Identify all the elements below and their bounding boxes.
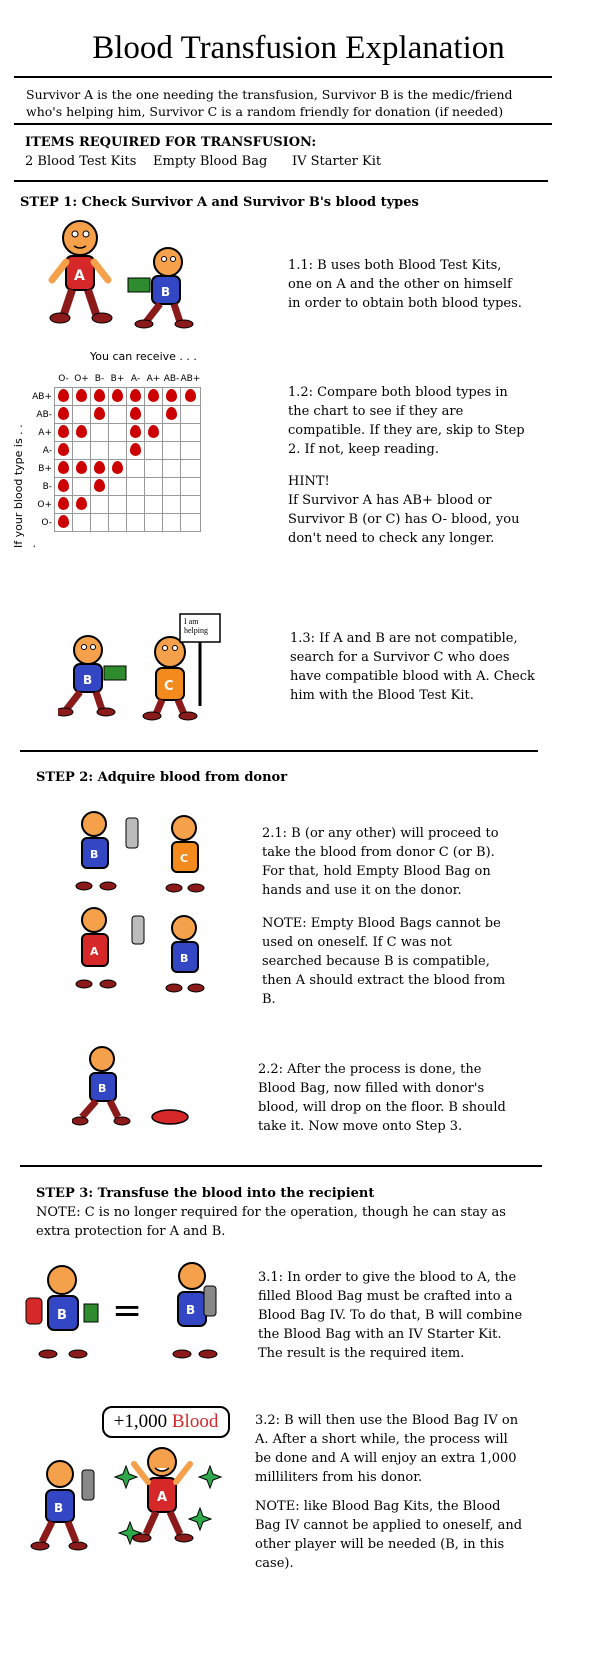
blood-drop-icon (94, 389, 105, 402)
chart-cell (163, 406, 181, 424)
chart-col-header: O- (58, 373, 69, 384)
chart-cell (127, 496, 145, 514)
step3-1-text: 3.1: In order to give the blood to A, the filled Blood Bag must be crafted into a Blood Bag IV. To do that, B will combine the Blood Bag with an IV Starter Kit. The result is the required item. (258, 1270, 523, 1361)
chart-cell (181, 496, 201, 514)
blood-drop-icon (94, 407, 105, 420)
survivor-b-figure (128, 248, 193, 328)
chart-cell (109, 514, 127, 532)
chart-cell (163, 424, 181, 442)
svg-text:A: A (74, 268, 85, 284)
divider (20, 1165, 542, 1167)
chart-cell (127, 424, 145, 442)
item-empty-blood-bag: Empty Blood Bag (153, 154, 268, 169)
step1-3-text: 1.3: If A and B are not compatible, search for a Survivor C who does have compatible blood with A. Check him with the Blood Test Kit. (290, 631, 535, 703)
chart-cell (127, 478, 145, 496)
chart-cell (91, 406, 109, 424)
chart-cell (55, 478, 73, 496)
chart-side-label: If your blood type is . . . (12, 424, 38, 548)
chart-cell (109, 460, 127, 478)
chart-cell (91, 514, 109, 532)
svg-text:C: C (180, 852, 189, 865)
blood-drop-icon (58, 389, 69, 402)
divider (14, 123, 552, 125)
step2-1-text: 2.1: B (or any other) will proceed to take the blood from donor C (or B). For that, hold Empty Blood Bag on hands and use it on the donor. (262, 826, 499, 898)
chart-cell (55, 514, 73, 532)
blood-drop-icon (58, 479, 69, 492)
chart-cell (181, 460, 201, 478)
chart-cell (181, 442, 201, 460)
chart-row-header: AB+ (32, 391, 52, 402)
survivor-b-figure (72, 1047, 130, 1125)
page-title: Blood Transfusion Explanation (92, 30, 505, 66)
chart-cell (181, 388, 201, 406)
blood-drop-icon (148, 389, 159, 402)
chart-cell (127, 514, 145, 532)
blood-drop-icon (148, 425, 159, 438)
step2-note: NOTE: Empty Blood Bags cannot be used on oneself. If C was not searched because B is compatible, then A should extract the blood from B. (262, 916, 506, 1007)
chart-cell (73, 388, 91, 406)
chart-cell (145, 514, 163, 532)
chart-cell (55, 424, 73, 442)
divider (20, 750, 538, 752)
chart-cell (91, 460, 109, 478)
svg-text:B: B (57, 1308, 67, 1323)
step1-2-text: 1.2: Compare both blood types in the chart to see if they are compatible. If they are, skip to Step 2. If not, keep reading. (288, 385, 525, 457)
blood-drop-icon (58, 461, 69, 474)
bubble-word: Blood (171, 1411, 219, 1432)
chart-cell (181, 406, 201, 424)
chart-row-header: A+ (38, 427, 52, 438)
chart-cell (163, 460, 181, 478)
chart-cell (55, 388, 73, 406)
chart-cell (91, 496, 109, 514)
chart-cell (145, 424, 163, 442)
intro-text: Survivor A is the one needing the transfusion, Survivor B is the medic/friend who's helping him, Survivor C is a random friendly for donation (if needed) (26, 87, 513, 119)
svg-text:B: B (83, 673, 93, 687)
chart-row-header: A- (42, 445, 52, 456)
step1-1-text: 1.1: B uses both Blood Test Kits, one on A and the other on himself in order to obtain both blood types. (288, 258, 522, 311)
chart-cell (109, 424, 127, 442)
step3-note: NOTE: C is no longer required for the operation, though he can stay as extra protection for A and B. (36, 1205, 506, 1239)
chart-cell (91, 388, 109, 406)
svg-text:C: C (164, 679, 174, 694)
chart-col-header: A+ (146, 373, 161, 384)
blood-drop-icon (58, 497, 69, 510)
chart-col-header: B+ (110, 373, 125, 384)
chart-cell (145, 442, 163, 460)
survivor-b-figure (58, 636, 126, 716)
hint-text: If Survivor A has AB+ blood or Survivor B (or C) has O- blood, you don't need to check any longer. (288, 493, 520, 546)
chart-cell (163, 496, 181, 514)
hint-title: HINT! (288, 474, 330, 489)
blood-drop-icon (76, 497, 87, 510)
chart-cell (109, 388, 127, 406)
chart-cell (109, 406, 127, 424)
item-blood-test-kits: 2 Blood Test Kits (25, 154, 137, 169)
chart-row-header: O- (41, 517, 52, 528)
bubble-amount: +1,000 (113, 1411, 168, 1432)
blood-bag-icon (26, 1298, 42, 1324)
chart-row-header: B+ (38, 463, 52, 474)
chart-col-header: O+ (74, 373, 89, 384)
blood-drop-icon (185, 389, 196, 402)
blood-drop-icon (130, 425, 141, 438)
survivor-a-figure (133, 1448, 193, 1542)
chart-cell (127, 460, 145, 478)
chart-cell (145, 388, 163, 406)
svg-text:A: A (157, 1490, 168, 1505)
blood-drop-icon (112, 461, 123, 474)
survivor-b-figure (166, 916, 204, 992)
step1-heading: STEP 1: Check Survivor A and Survivor B's blood types (20, 195, 419, 210)
blood-drop-icon (58, 425, 69, 438)
blood-compatibility-chart (30, 370, 201, 532)
blood-drop-icon (58, 515, 69, 528)
equals-sign: = (112, 1290, 143, 1331)
svg-text:B: B (161, 285, 171, 299)
chart-cell (145, 460, 163, 478)
chart-cell (109, 442, 127, 460)
chart-cell (91, 442, 109, 460)
chart-cell (55, 460, 73, 478)
survivor-b-figure (31, 1461, 94, 1550)
blood-drop-icon (76, 461, 87, 474)
chart-cell (163, 478, 181, 496)
survivor-b-figure (173, 1263, 217, 1358)
chart-row-header: B- (42, 481, 52, 492)
blood-drop-icon (166, 389, 177, 402)
step3-heading: STEP 3: Transfuse the blood into the recipient (36, 1186, 375, 1201)
blood-drop-icon (58, 443, 69, 456)
blood-bag-iv-icon (204, 1286, 216, 1316)
divider (14, 180, 548, 182)
items-heading: ITEMS REQUIRED FOR TRANSFUSION: (25, 135, 317, 150)
step2-2-text: 2.2: After the process is done, the Blood Bag, now filled with donor's blood, will drop on the floor. B should take it. Now move onto Step 3. (258, 1062, 506, 1134)
step3-2-text: 3.2: B will then use the Blood Bag IV on A. After a short while, the process will be done and A will enjoy an extra 1,000 milliliters from his donor. (255, 1413, 519, 1485)
chart-row-header: AB- (36, 409, 52, 420)
helping-sign-text: I am helping (184, 617, 208, 635)
chart-cell (73, 424, 91, 442)
chart-cell (109, 478, 127, 496)
blood-bag-iv-icon (82, 1470, 94, 1500)
chart-cell (55, 442, 73, 460)
chart-col-header: AB- (163, 373, 180, 384)
chart-cell (163, 442, 181, 460)
chart-cell (145, 478, 163, 496)
chart-col-header: A- (130, 373, 141, 384)
chart-cell (73, 442, 91, 460)
step2-heading: STEP 2: Adquire blood from donor (36, 770, 288, 785)
survivors-a-b-test-illustration (40, 218, 210, 330)
chart-cell (181, 514, 201, 532)
chart-cell (73, 406, 91, 424)
chart-cell (73, 496, 91, 514)
chart-col-header: B- (94, 373, 105, 384)
blood-drop-icon (94, 479, 105, 492)
chart-cell (127, 442, 145, 460)
chart-cell (73, 478, 91, 496)
svg-text:B: B (90, 848, 99, 861)
svg-text:B: B (186, 1303, 196, 1317)
iv-starter-kit-icon (84, 1304, 98, 1322)
chart-cell (127, 406, 145, 424)
chart-cell (163, 514, 181, 532)
survivor-c-figure (166, 816, 204, 892)
blood-drop-icon (112, 389, 123, 402)
survivor-a-figure (50, 221, 112, 323)
step3-note2: NOTE: like Blood Bag Kits, the Blood Bag IV cannot be applied to oneself, and other player will be needed (B, in this case). (255, 1499, 523, 1571)
blood-drop-icon (130, 443, 141, 456)
chart-cell (55, 496, 73, 514)
chart-cell (109, 496, 127, 514)
blood-drop-icon (76, 425, 87, 438)
chart-cell (145, 496, 163, 514)
chart-cell (163, 388, 181, 406)
chart-cell (181, 424, 201, 442)
survivor-b-figure (26, 1266, 98, 1358)
chart-cell (145, 406, 163, 424)
chart-cell (73, 460, 91, 478)
chart-row-header: O+ (37, 499, 52, 510)
survivor-b-figure (76, 812, 138, 890)
transfusion-illustration (30, 1440, 230, 1560)
chart-cell (181, 478, 201, 496)
svg-text:A: A (90, 945, 99, 958)
chart-top-label: You can receive . . . (90, 350, 197, 363)
speech-bubble (102, 1406, 230, 1438)
blood-extraction-illustration (66, 810, 216, 1000)
svg-text:B: B (180, 952, 189, 965)
chart-cell (73, 514, 91, 532)
blood-drop-icon (58, 407, 69, 420)
chart-cell (91, 478, 109, 496)
svg-text:B: B (54, 1501, 64, 1515)
blood-drop-icon (166, 407, 177, 420)
chart-cell (91, 424, 109, 442)
blood-drop-icon (94, 461, 105, 474)
blood-drop-icon (130, 407, 141, 420)
blood-bag-drop-illustration (72, 1045, 212, 1130)
divider (14, 76, 552, 78)
blood-drop-icon (76, 389, 87, 402)
blood-drop-icon (130, 389, 141, 402)
blood-bag-icon (152, 1110, 188, 1124)
svg-text:B: B (98, 1082, 107, 1095)
chart-cell (127, 388, 145, 406)
survivor-a-figure (76, 908, 144, 988)
chart-col-header: AB+ (180, 373, 201, 384)
chart-cell (55, 406, 73, 424)
item-iv-starter-kit: IV Starter Kit (292, 154, 382, 169)
